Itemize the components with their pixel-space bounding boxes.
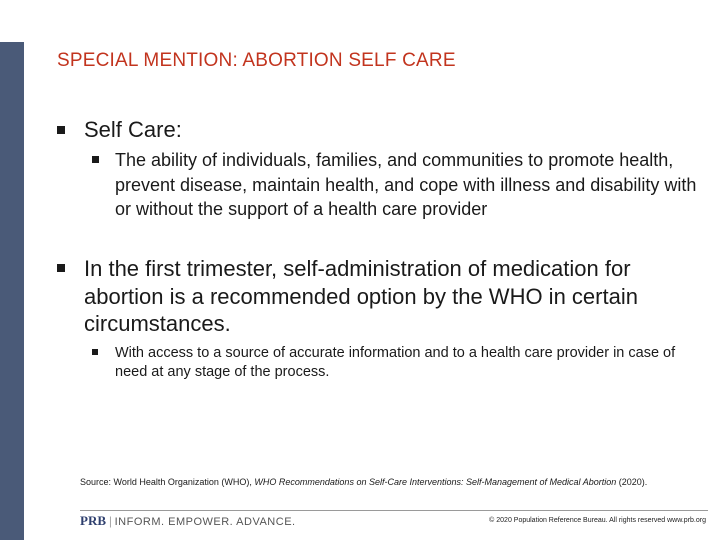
bullet-marker [57, 264, 65, 272]
bullet-2-text: In the first trimester, self-administration of medication for abortion is a recommended option by the WHO in certain circumstances. [84, 256, 638, 336]
logo-separator: | [109, 513, 112, 528]
logo-text: PRB [80, 513, 106, 528]
bullet-1-subtext: The ability of individuals, families, and communities to promote health, prevent disease, maintain health, and cope with illness and disability with or without the support of a health care provider [115, 150, 697, 219]
source-prefix: Source: World Health Organization (WHO), [80, 477, 255, 487]
prb-logo [80, 513, 296, 529]
source-suffix: (2020). [616, 477, 648, 487]
logo-tagline: INFORM. EMPOWER. ADVANCE. [114, 516, 296, 528]
sub-bullet-marker [92, 156, 99, 163]
source-title: WHO Recommendations on Self-Care Interventions: Self-Management of Medical Abortion [254, 477, 617, 487]
footer-divider [80, 510, 708, 511]
sub-bullet-marker [92, 349, 98, 355]
bullet-1-text: Self Care: [84, 117, 182, 142]
copyright-text: © 2020 Population Reference Bureau. All rights reserved www.prb.org [489, 517, 706, 524]
source-citation [80, 477, 700, 487]
bullet-2-subtext: With access to a source of accurate information and to a health care provider in case of need at any stage of the process. [115, 345, 676, 380]
slide-title: SPECIAL MENTION: ABORTION SELF CARE [57, 50, 456, 71]
left-accent-bar [0, 42, 24, 540]
bullet-marker [57, 126, 65, 134]
